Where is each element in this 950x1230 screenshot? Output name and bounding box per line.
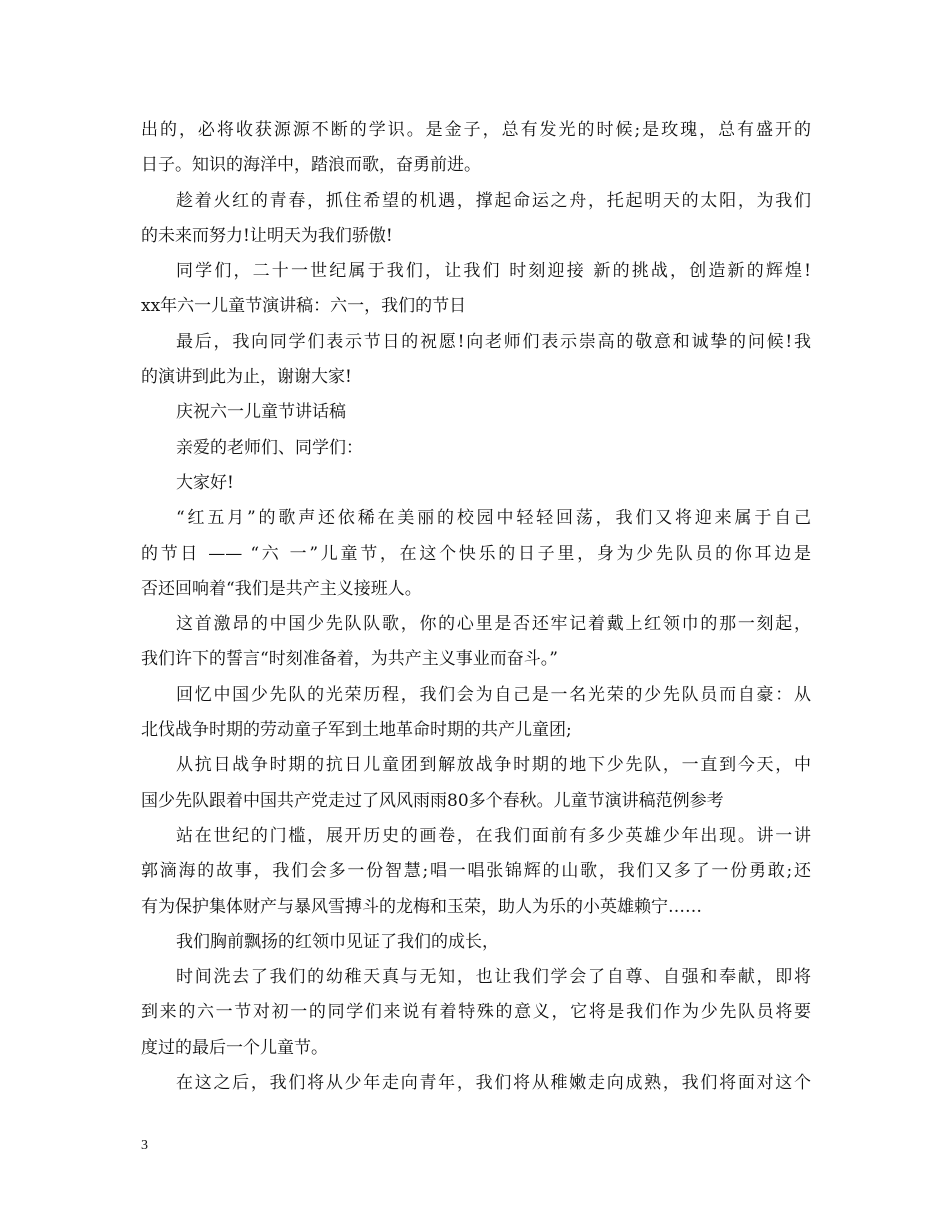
text-line: 的演讲到此为止，谢谢大家! xyxy=(141,367,352,388)
text-line: 亲爱的老师们、同学们： xyxy=(176,437,363,458)
text-line: 有为保护集体财产与暴风雪搏斗的龙梅和玉荣，助人为乐的小英雄赖宁…… xyxy=(141,896,702,917)
text-line: 我们胸前飘扬的红领巾见证了我们的成长， xyxy=(176,931,499,952)
text-line: 否还回响着“我们是共产主义接班人。 xyxy=(141,578,422,599)
text-line: “红五月”的歌声还依稀在美丽的校园中轻轻回荡，我们又将迎来属于自己 xyxy=(176,508,811,529)
text-line: 出的，必将收获源源不断的学识。是金子，总有发光的时候;是玫瑰，总有盛开的 xyxy=(141,120,811,140)
text-line: 在这之后，我们将从少年走向青年，我们将从稚嫩走向成熟，我们将面对这个 xyxy=(176,1073,811,1094)
text-line: 这首激昂的中国少先队队歌，你的心里是否还牢记着戴上红领巾的那一刻起， xyxy=(176,614,811,635)
page-number: 3 xyxy=(141,1138,148,1153)
text-line: xx年六一儿童节演讲稿：六一，我们的节日 xyxy=(141,296,467,317)
text-line: 到来的六一节对初一的同学们来说有着特殊的意义，它将是我们作为少先队员将要 xyxy=(141,1002,811,1023)
text-line: 时间洗去了我们的幼稚天真与无知，也让我们学会了自尊、自强和奉献，即将 xyxy=(176,967,811,988)
text-line: 度过的最后一个儿童节。 xyxy=(141,1037,328,1058)
text-line: 同学们，二十一世纪属于我们，让我们 时刻迎接 新的挑战，创造新的辉煌! xyxy=(176,261,811,282)
text-line: 庆祝六一儿童节讲话稿 xyxy=(176,402,346,423)
text-line: 最后，我向同学们表示节日的祝愿!向老师们表示崇高的敬意和诚挚的问候!我 xyxy=(176,331,811,352)
text-line: 趁着火红的青春，抓住希望的机遇，撑起命运之舟，托起明天的太阳，为我们 xyxy=(176,190,811,211)
text-line: 我们许下的誓言“时刻准备着，为共产主义事业而奋斗。” xyxy=(141,649,558,670)
text-line: 日子。知识的海洋中，踏浪而歌，奋勇前进。 xyxy=(141,155,481,176)
text-line: 国少先队跟着中国共产党走过了风风雨雨80多个春秋。儿童节演讲稿范例参考 xyxy=(141,790,724,811)
text-line: 的节日 —— “六 一”儿童节，在这个快乐的日子里，身为少先队员的你耳边是 xyxy=(141,543,811,564)
text-line: 从抗日战争时期的抗日儿童团到解放战争时期的地下少先队，一直到今天，中 xyxy=(176,755,811,776)
text-line: 大家好! xyxy=(176,472,234,493)
text-line: 北伐战争时期的劳动童子军到土地革命时期的共产儿童团; xyxy=(141,720,572,741)
document-body xyxy=(141,113,811,1101)
text-line: 站在世纪的门槛，展开历史的画卷，在我们面前有多少英雄少年出现。讲一讲 xyxy=(176,825,811,846)
text-line: 的未来而努力!让明天为我们骄傲! xyxy=(141,225,393,246)
text-line: 回忆中国少先队的光荣历程，我们会为自己是一名光荣的少先队员而自豪：从 xyxy=(176,684,811,705)
text-line: 郭滴海的故事，我们会多一份智慧;唱一唱张锦辉的山歌，我们又多了一份勇敢;还 xyxy=(141,861,811,882)
